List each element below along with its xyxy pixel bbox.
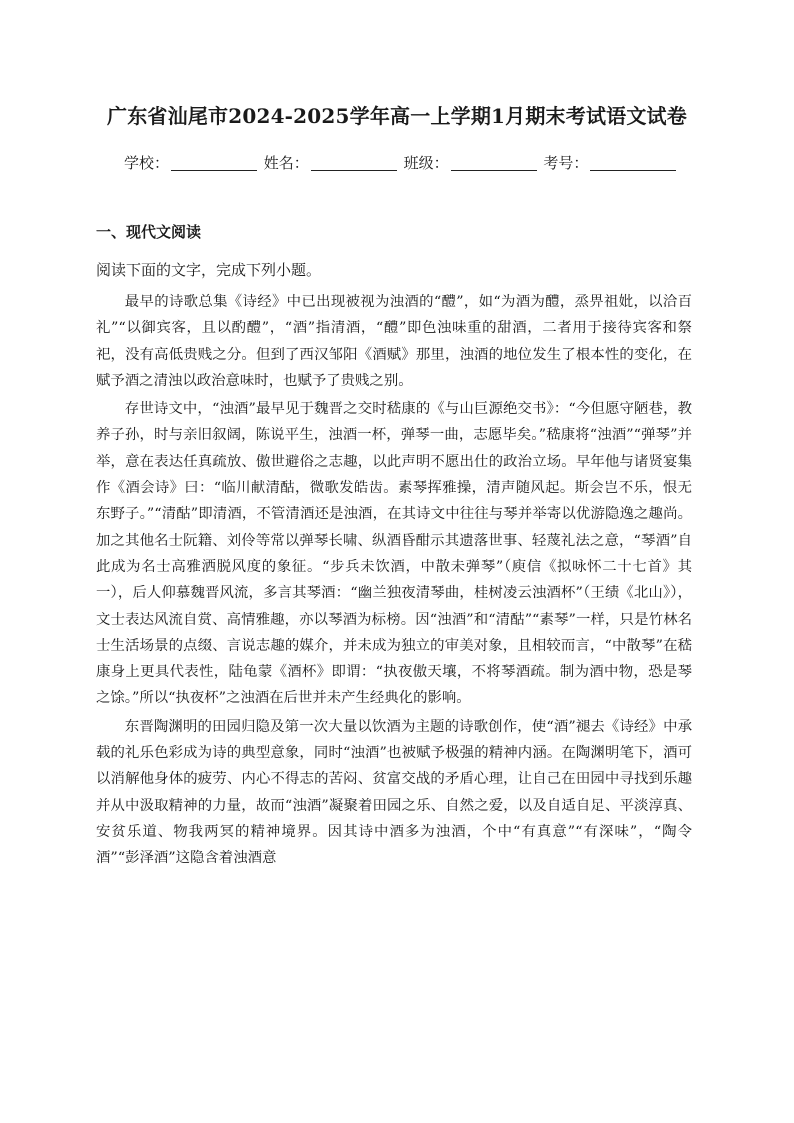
passage-paragraph-2: 存世诗文中，“浊酒”最早见于魏晋之交时嵇康的《与山巨源绝交书》：“今但愿守陋巷，教养子孙，时与亲旧叙阔，陈说平生，浊酒一杯，弹琴一曲，志愿毕矣。”嵇康将“浊酒”“弹琴”并举，意在表达任真疏放、傲世避俗之志趣，以此声明不愿出仕的政治立场。早年他与诸贤宴集作《酒会诗》曰：“临川献清酤，微歌发皓齿。素琴挥雅操，清声随风起。斯会岂不乐，恨无东野子。”“清酤”即清酒，不管清酒还是浊酒，在其诗文中往往与琴并举寄以优游隐逸之趣尚。加之其他名士阮籍、刘伶等常以弹琴长啸、纵酒昏酣示其遗落世事、轻蔑礼法之意，“琴酒”自此成为名士高雅洒脱风度的象征。“步兵未饮酒，中散未弹琴”（庾信《拟咏怀二十七首》其一），后人仰慕魏晋风流，多言其琴酒：“幽兰独夜清琴曲，桂树凌云浊酒杯”（王绩《北山》），文士表达风流自赏、高情雅趣，亦以琴酒为标榜。因“浊酒”和“清酤”“素琴”一样，只是竹林名士生活场景的点缀、言说志趣的媒介，并未成为独立的审美对象，且相较而言，“中散琴”在嵇康身上更具代表性，陆龟蒙《酒杯》即谓：“执夜傲天壤，不将琴酒疏。制为酒中物，恐是琴之馀。”所以“执夜杯”之浊酒在后世并未产生经典化的影响。 xyxy=(96,401,692,707)
exam-number-blank[interactable] xyxy=(590,156,676,171)
document-title: 广东省汕尾市2024-2025学年高一上学期1月期末考试语文试卷 xyxy=(107,104,687,128)
name-label: 姓名： xyxy=(263,154,309,172)
class-label: 班级： xyxy=(403,154,449,172)
passage-paragraph-3: 东晋陶渊明的田园归隐及第一次大量以饮酒为主题的诗歌创作，使“酒”褪去《诗经》中承载的礼乐色彩成为诗的典型意象，同时“浊酒”也被赋予极强的精神内涵。在陶渊明笔下，酒可以消解他身体的疲劳、内心不得志的苦闷、贫富交战的矛盾心理，让自己在田园中寻找到乐趣并从中汲取精神的力量，故而“浊酒”凝聚着田园之乐、自然之爱，以及自适自足、平淡淳真、安贫乐道、物我两冥的精神境界。因其诗中酒多为浊酒，个中“有真意”“有深味”，“陶令酒”“彭泽酒”这隐含着浊酒意 xyxy=(96,718,692,867)
school-blank[interactable] xyxy=(171,156,257,171)
exam-number-label: 考号： xyxy=(543,154,589,172)
name-blank[interactable] xyxy=(311,156,397,171)
school-label: 学校： xyxy=(124,154,170,172)
section-heading: 一、现代文阅读 xyxy=(96,223,202,241)
section-instruction: 阅读下面的文字，完成下列小题。 xyxy=(96,261,322,279)
passage-paragraph-1: 最早的诗歌总集《诗经》中已出现被视为浊酒的“醴”，如“为酒为醴，烝畀祖妣，以洽百礼”“以御宾客，且以酌醴”，“酒”指清酒，“醴”即色浊味重的甜酒，二者用于接待宾客和祭祀，没有高低贵贱之分。但到了西汉邹阳《酒赋》那里，浊酒的地位发生了根本性的变化，在赋予酒之清浊以政治意味时，也赋予了贵贱之别。 xyxy=(96,294,692,389)
class-blank[interactable] xyxy=(451,156,537,171)
reading-passage xyxy=(96,289,692,874)
student-info-fields xyxy=(124,152,678,173)
